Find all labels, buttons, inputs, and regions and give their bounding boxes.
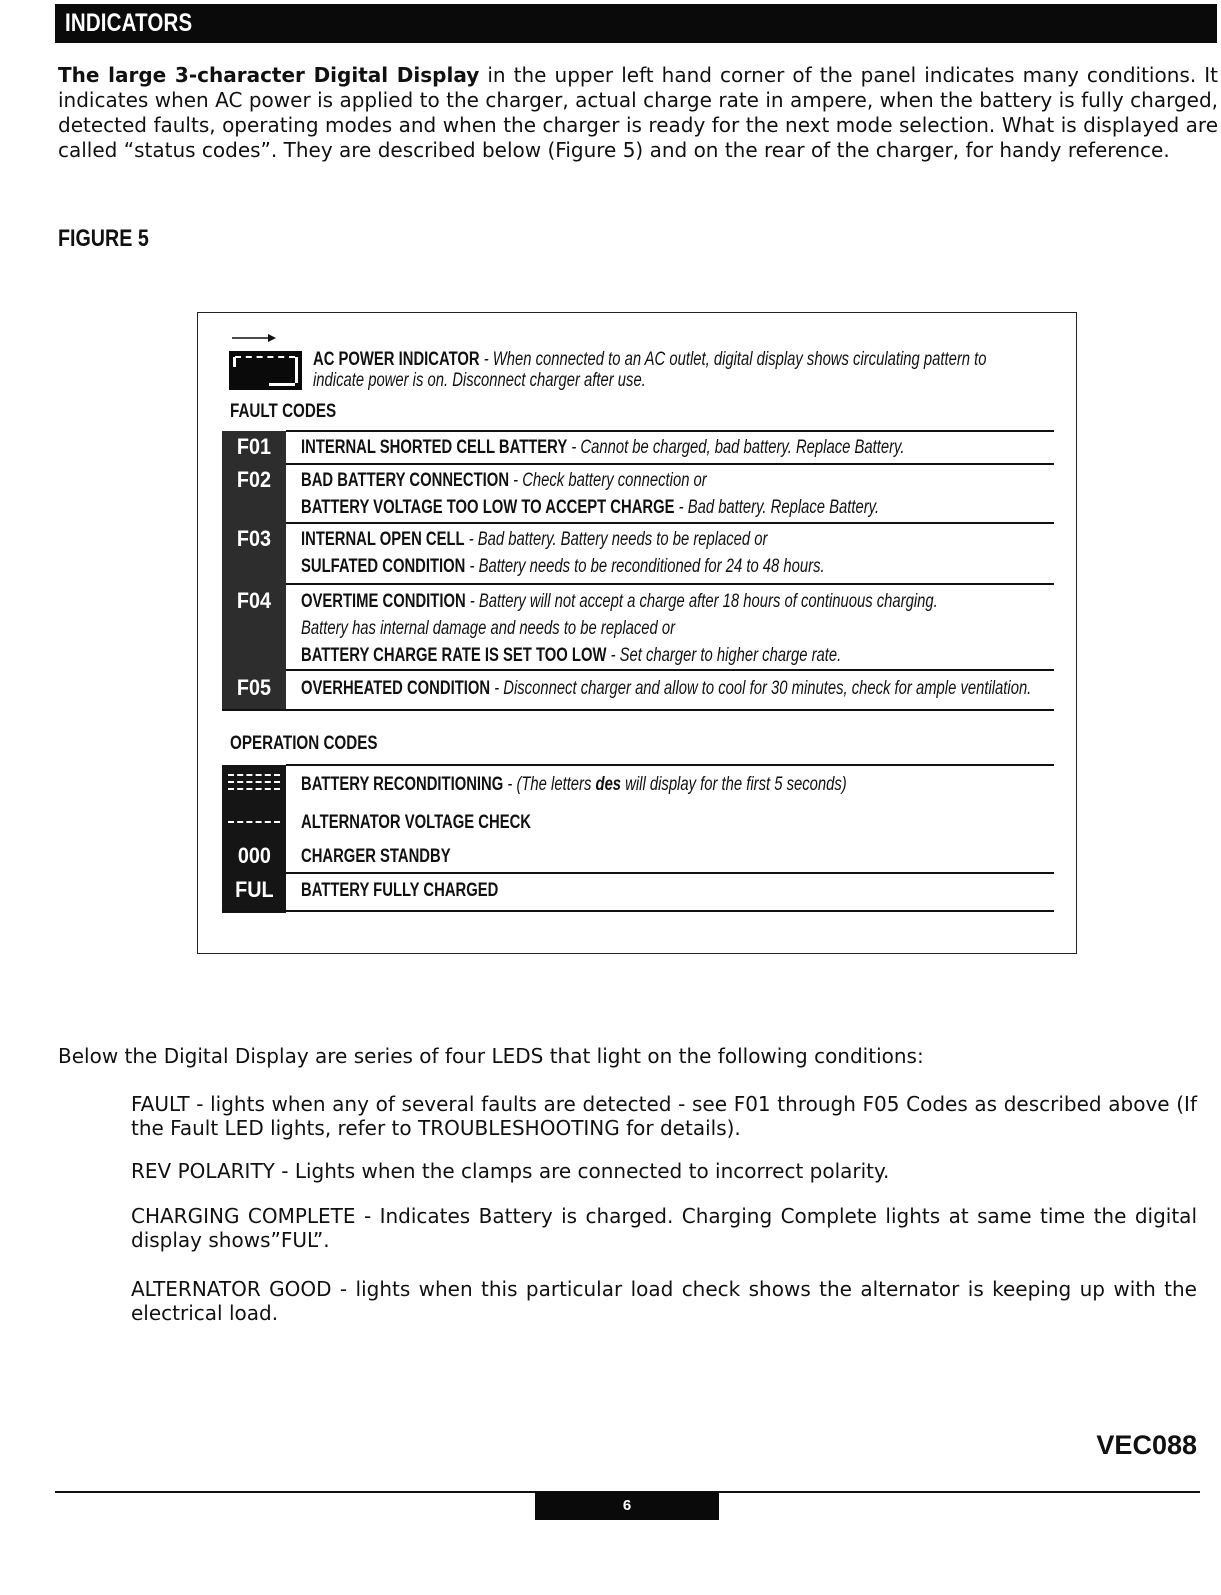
document-code: VEC088 (1096, 1430, 1197, 1460)
leds-intro: Below the Digital Display are series of four LEDS that light on the following conditions: (58, 1044, 924, 1068)
divider (286, 669, 1054, 671)
figure-title: FIGURE 5 (58, 225, 149, 252)
divider (222, 910, 1054, 912)
led-rev-polarity-text: REV POLARITY - Lights when the clamps are connected to incorrect polarity. (131, 1159, 890, 1183)
led-alternator-good-text: ALTERNATOR GOOD - lights when this particular load check shows the alternator is keeping up with the electrical load. (131, 1277, 1197, 1325)
code-ful: FUL (234, 877, 274, 902)
operation-row: BATTERY RECONDITIONING - (The letters des will display for the first 5 seconds) (301, 774, 847, 795)
divider (286, 872, 1054, 874)
divider (222, 709, 1054, 711)
code-f04: F04 (236, 588, 272, 613)
divider (286, 522, 1054, 524)
fault-row: INTERNAL OPEN CELL - Bad battery. Battery needs to be replaced or SULFATED CONDITION - Battery needs to be reconditioned for 24 to 48 hours. (301, 529, 825, 577)
intro-text: in the upper left hand corner of the panel indicates many conditions. It indicates when AC power is applied to the charger, actual charge rate in ampere, when the battery is fully charged, detected faults, operating modes and when the charger is ready for the next mode selection. What is displayed are called “status codes”. They are described below (Figure 5) and on the rear of the charger, for handy reference. (58, 63, 1218, 162)
operation-row: BATTERY FULLY CHARGED (301, 880, 499, 901)
code-f02: F02 (236, 467, 272, 492)
divider (286, 583, 1054, 585)
intro-lead: The large 3-character Digital Display (58, 63, 480, 87)
single-dash-display-icon (228, 821, 280, 828)
led-charging-complete-text: CHARGING COMPLETE - Indicates Battery is charged. Charging Complete lights at same time the digital display shows”FUL”. (131, 1204, 1197, 1252)
code-f03: F03 (236, 526, 272, 551)
fault-row: OVERHEATED CONDITION - Disconnect charger and allow to cool for 30 minutes, check for ample ventilation. (301, 678, 1032, 699)
fault-row: BAD BATTERY CONNECTION - Check battery connection or BATTERY VOLTAGE TOO LOW TO ACCEPT CHARGE - Bad battery. Replace Battery. (301, 470, 880, 518)
figure-5-panel (197, 312, 1077, 954)
ac-power-indicator-text: AC POWER INDICATOR - When connected to an AC outlet, digital display shows circulating pattern to indicate power is on. Disconnect charger after use. (313, 349, 987, 391)
section-title: INDICATORS (65, 9, 193, 37)
code-f01: F01 (236, 434, 272, 459)
fault-row: OVERTIME CONDITION - Battery will not accept a charge after 18 hours of continuous charging. Battery has internal damage and needs to be replaced or BATTERY CHARGE RATE IS SET TOO LOW - Set charger to higher charge rate. (301, 591, 938, 666)
operation-row: ALTERNATOR VOLTAGE CHECK (301, 812, 531, 833)
fault-row: INTERNAL SHORTED CELL BATTERY - Cannot be charged, bad battery. Replace Battery. (301, 437, 905, 458)
triple-dash-display-icon (228, 774, 280, 795)
operation-codes-label: OPERATION CODES (230, 733, 378, 754)
section-header (55, 4, 1217, 43)
led-fault-text: FAULT - lights when any of several faults are detected - see F01 through F05 Codes as described above (If the Fault LED lights, refer to TROUBLESHOOTING for details). (131, 1092, 1197, 1140)
divider (286, 463, 1054, 465)
arrow-right-icon (232, 333, 276, 343)
page-number: 6 (535, 1492, 719, 1520)
code-000: 000 (237, 843, 271, 868)
operation-row: CHARGER STANDBY (301, 846, 451, 867)
intro-paragraph (58, 63, 1218, 163)
code-f05: F05 (236, 675, 272, 700)
divider (286, 430, 1054, 432)
circulating-display-icon (229, 351, 302, 390)
fault-codes-label: FAULT CODES (230, 401, 337, 422)
divider (286, 764, 1054, 766)
